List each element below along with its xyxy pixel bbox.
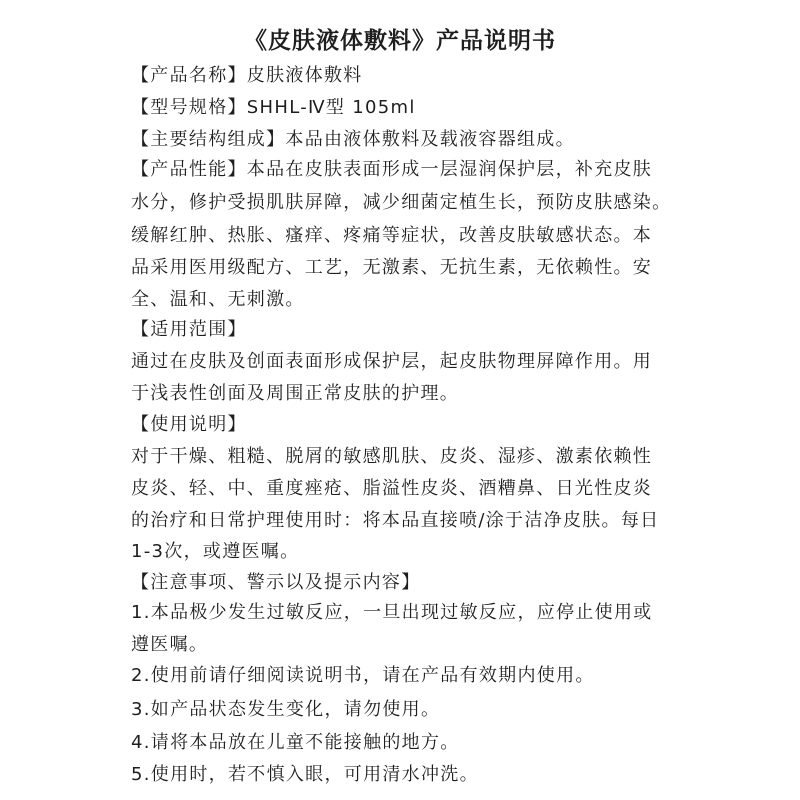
performance-line-5: 全、温和、无刺激。 [131, 289, 305, 310]
usage-line-3: 的治疗和日常护理使用时：将本品直接喷/涂于洁净皮肤。每日 [131, 510, 660, 531]
precaution-2: 2.使用前请仔细阅读说明书，请在产品有效期内使用。 [131, 665, 595, 686]
performance-line-4: 品采用医用级配方、工艺，无激素、无抗生素，无依赖性。安 [131, 257, 653, 278]
usage-line-1: 对于干燥、粗糙、脱屑的敏感肌肤、皮炎、湿疹、激素依赖性 [131, 446, 653, 467]
precaution-5: 5.使用时，若不慎入眼，可用清水冲洗。 [131, 764, 479, 785]
usage-heading: 【使用说明】 [131, 414, 247, 435]
product-name-line: 【产品名称】皮肤液体敷料 [131, 65, 363, 86]
document-title: 《皮肤液体敷料》产品说明书 [244, 28, 556, 54]
scope-line-1: 通过在皮肤及创面表面形成保护层，起皮肤物理屏障作用。用 [131, 351, 653, 372]
usage-line-2: 皮炎、轻、中、重度痤疮、脂溢性皮炎、酒糟鼻、日光性皮炎 [131, 478, 653, 499]
precaution-1-line-1: 1.本品极少发生过敏反应，一旦出现过敏反应，应停止使用或 [131, 602, 653, 623]
performance-line-2: 水分，修护受损肌肤屏障，减少细菌定植生长，预防皮肤感染。 [131, 192, 672, 213]
precaution-1-line-2: 遵医嘱。 [131, 634, 209, 655]
performance-line-1: 【产品性能】本品在皮肤表面形成一层湿润保护层，补充皮肤 [131, 159, 653, 180]
structure-line: 【主要结构组成】本品由液体敷料及载液容器组成。 [131, 129, 575, 150]
performance-line-3: 缓解红肿、热胀、瘙痒、疼痛等症状，改善皮肤敏感状态。本 [131, 225, 653, 246]
model-spec-line: 【型号规格】SHHL-Ⅳ型 105ml [131, 97, 416, 118]
usage-line-4: 1-3次，或遵医嘱。 [131, 541, 300, 562]
precaution-3: 3.如产品状态发生变化，请勿使用。 [131, 699, 441, 720]
scope-line-2: 于浅表性创面及周围正常皮肤的护理。 [131, 383, 460, 404]
scope-heading: 【适用范围】 [131, 319, 247, 340]
precaution-4: 4.请将本品放在儿童不能接触的地方。 [131, 732, 460, 753]
precautions-heading: 【注意事项、警示以及提示内容】 [131, 572, 421, 593]
